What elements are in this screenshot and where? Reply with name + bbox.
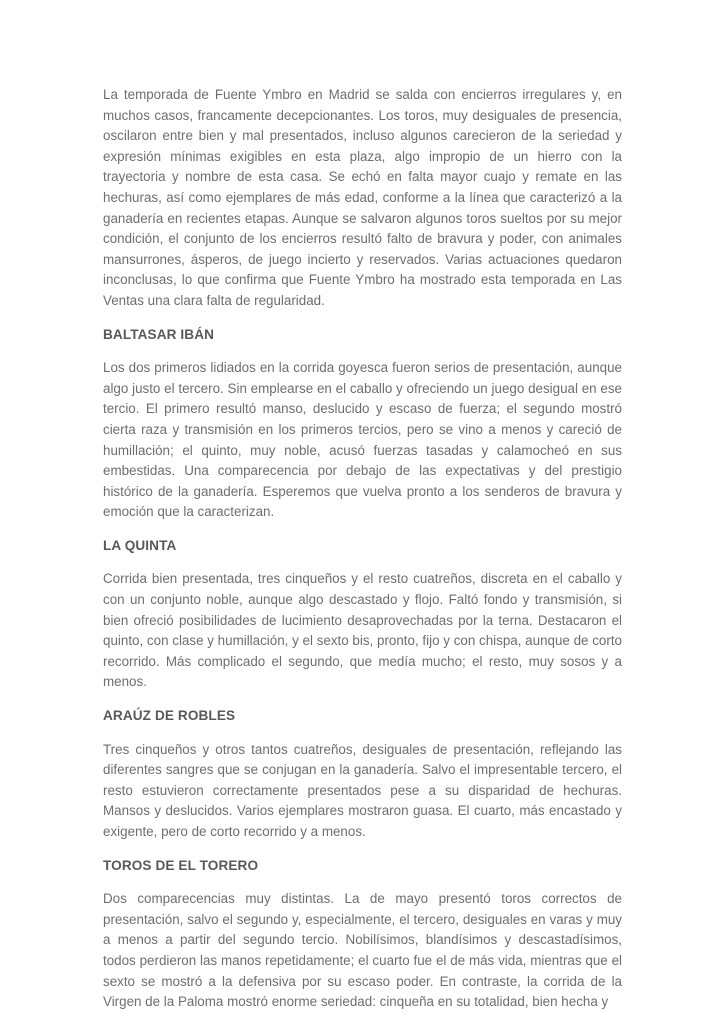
section-baltasar-iban (103, 325, 622, 523)
intro-paragraph: La temporada de Fuente Ymbro en Madrid se salda con encierros irregulares y, en muchos casos, francamente decepcionantes. Los toros, muy desiguales de presencia, oscilaron entre bien y mal presentados, incluso algunos carecieron de la seriedad y expresión mínimas exigibles en esta plaza, algo impropio de un hierro con la trayectoria y nombre de esta casa. Se echó en falta mayor cuajo y remate en las hechuras, así como ejemplares de más edad, conforme a la línea que caracterizó a la ganadería en recientes etapas. Aunque se salvaron algunos toros sueltos por su mejor condición, el conjunto de los encierros resultó falto de bravura y poder, con animales mansurrones, ásperos, de juego incierto y reservados. Varias actuaciones quedaron inconclusas, lo que confirma que Fuente Ymbro ha mostrado esta temporada en Las Ventas una clara falta de regularidad. (103, 87, 622, 308)
section-paragraph-toros-de-el-torero: Dos comparecencias muy distintas. La de mayo presentó toros correctos de presentación, salvo el segundo y, especialmente, el tercero, desiguales en varas y muy a menos a partir del segundo tercio. Nobilísimos, blandísimos y descastadísimos, todos perdieron las manos repetidamente; el cuarto fue el de más vida, mientras que el sexto se mostró a la defensiva por su escaso poder. En contraste, la corrida de la Virgen de la Paloma mostró enorme seriedad: cinqueña en su totalidad, bien hecha y (103, 891, 622, 1010)
section-heading-toros-de-el-torero: TOROS DE EL TORERO (103, 857, 259, 873)
section-paragraph-arauz-de-robles: Tres cinqueños y otros tantos cuatreños, desiguales de presentación, reflejando las diferentes sangres que se conjugan en la ganadería. Salvo el impresentable tercero, el resto estuvieron correctamente presentados pese a su disparidad de hechuras. Mansos y deslucidos. Varios ejemplares mostraron guasa. El cuarto, más encastado y exigente, pero de corto recorrido y a menos. (103, 741, 622, 839)
section-paragraph-la-quinta: Corrida bien presentada, tres cinqueños y el resto cuatreños, discreta en el caballo y con un conjunto noble, aunque algo descastado y flojo. Faltó fondo y transmisión, si bien ofreció posibilidades de lucimiento desaprovechadas por la terna. Destacaron el quinto, con clase y humillación, y el sexto bis, pronto, fijo y con chispa, aunque de corto recorrido. Más complicado el segundo, que medía mucho; el resto, muy sosos y a menos. (103, 571, 622, 690)
section-heading-arauz-de-robles: ARAÚZ DE ROBLES (103, 708, 236, 724)
section-paragraph-baltasar-iban: Los dos primeros lidiados en la corrida goyesca fueron serios de presentación, aunque algo justo el tercero. Sin emplearse en el caballo y ofreciendo un juego desigual en ese tercio. El primero resultó manso, deslucido y escaso de fuerza; el segundo mostró cierta raza y transmisión en los primeros tercios, pero se vino a menos y careció de humillación; el quinto, muy noble, acusó fuerzas tasadas y calamocheó en sus embestidas. Una comparecencia por debajo de las expectativas y del prestigio histórico de la ganadería. Esperemos que vuelva pronto a los senderos de bravura y emoción que la caracterizan. (103, 360, 622, 520)
document-body (103, 85, 622, 1013)
section-heading-baltasar-iban: BALTASAR IBÁN (103, 326, 215, 342)
section-arauz-de-robles (103, 706, 622, 843)
section-toros-de-el-torero (103, 856, 622, 1013)
section-la-quinta (103, 536, 622, 693)
section-heading-la-quinta: LA QUINTA (103, 537, 177, 553)
